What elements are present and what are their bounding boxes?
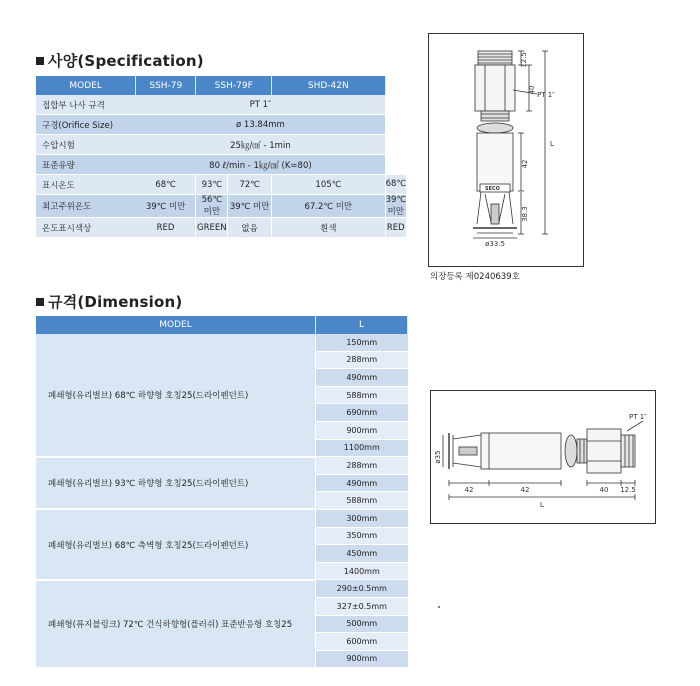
spec-header-shd42n: SHD-42N bbox=[272, 76, 386, 95]
dimension-row bbox=[36, 580, 408, 598]
dim-label: 42 bbox=[520, 486, 530, 494]
spec-value: 56℃ 미만 bbox=[196, 195, 228, 218]
dimension-length: 588mm bbox=[316, 492, 408, 510]
dimension-length: 327±0.5mm bbox=[316, 597, 408, 615]
spec-value: 흰색 bbox=[272, 218, 386, 238]
dimension-model-cell: 폐쇄형(퓨지블링크) 72℃ 건식하향형(플러쉬) 표준반응형 호칭25 bbox=[36, 580, 316, 668]
spec-row-temp bbox=[36, 175, 406, 195]
length-l-label: L bbox=[550, 140, 554, 148]
dimension-length: 350mm bbox=[316, 527, 408, 545]
bullet-square-icon bbox=[36, 298, 44, 306]
spec-label: 구경(Orifice Size) bbox=[36, 115, 136, 135]
dimension-length: 690mm bbox=[316, 404, 408, 422]
spec-value: 없음 bbox=[228, 218, 272, 238]
dia-label: ø33.5 bbox=[485, 240, 505, 248]
spec-header-ssh79f: SSH-79F bbox=[196, 76, 272, 95]
spec-header-row bbox=[36, 76, 406, 95]
spec-label: 수압시험 bbox=[36, 135, 136, 155]
spec-value: 25㎏/㎠ - 1min bbox=[136, 135, 385, 155]
dimension-model-cell: 폐쇄형(유리벌브) 93℃ 하향형 호칭25(드라이펜던트) bbox=[36, 457, 316, 510]
spec-value: 39℃ 미만 bbox=[136, 195, 196, 218]
dimension-row bbox=[36, 457, 408, 475]
spec-value: 72℃ bbox=[228, 175, 272, 195]
dimension-header-row bbox=[36, 316, 408, 334]
spec-value: 67.2℃ 미만 bbox=[272, 195, 386, 218]
design-registration-caption: 의장등록 제0240639호 bbox=[430, 272, 520, 282]
spec-value: 105℃ bbox=[272, 175, 386, 195]
spec-row-color bbox=[36, 218, 406, 238]
horizontal-sprinkler-svg bbox=[431, 391, 655, 523]
spec-value: 80 ℓ/min - 1㎏/㎠ (K=80) bbox=[136, 155, 385, 175]
dim-label: 38.3 bbox=[521, 206, 529, 222]
horizontal-sprinkler-drawing bbox=[430, 390, 656, 524]
spec-value: 39℃ 미만 bbox=[228, 195, 272, 218]
dimension-length: 600mm bbox=[316, 633, 408, 651]
dim-label: 40 bbox=[599, 486, 609, 494]
dimension-title-text: 규격(Dimension) bbox=[48, 293, 183, 311]
spec-label: 온도표시색상 bbox=[36, 218, 136, 238]
dimension-length: 450mm bbox=[316, 545, 408, 563]
spec-value: GREEN bbox=[196, 218, 228, 238]
dim-label: 12.5 bbox=[620, 486, 636, 494]
spec-value: 93℃ bbox=[196, 175, 228, 195]
dimension-length: 288mm bbox=[316, 457, 408, 475]
spec-label: 표시온도 bbox=[36, 175, 136, 195]
bullet-square-icon bbox=[36, 57, 44, 65]
dimension-section-title bbox=[36, 291, 182, 312]
spec-value: 68℃ bbox=[136, 175, 196, 195]
vertical-sprinkler-svg bbox=[429, 34, 583, 266]
spec-label: 표준유량 bbox=[36, 155, 136, 175]
spec-section-title bbox=[36, 50, 204, 71]
dimension-length: 1400mm bbox=[316, 562, 408, 580]
spec-value: PT 1″ bbox=[136, 95, 385, 115]
dimension-length: 290±0.5mm bbox=[316, 580, 408, 598]
brand-label: SECO bbox=[485, 186, 500, 192]
dimension-model-cell: 폐쇄형(유리벌브) 68℃ 측벽형 호칭25(드라이펜던트) bbox=[36, 509, 316, 579]
dim-label: 42 bbox=[464, 486, 474, 494]
spec-value: 39℃ 미만 bbox=[385, 195, 406, 217]
spec-value: 68℃ bbox=[385, 175, 406, 195]
spec-value: ø 13.84mm bbox=[136, 115, 385, 135]
vertical-sprinkler-drawing bbox=[428, 33, 584, 267]
spec-header-model: MODEL bbox=[36, 76, 136, 95]
spec-title-text: 사양(Specification) bbox=[48, 52, 204, 70]
spec-header-ssh79: SSH-79 bbox=[136, 76, 196, 95]
spec-label: 최고주위온도 bbox=[36, 195, 136, 218]
dimension-row bbox=[36, 509, 408, 527]
dimension-length: 300mm bbox=[316, 509, 408, 527]
dimension-table bbox=[36, 316, 408, 669]
stray-dot bbox=[438, 606, 440, 608]
spec-table bbox=[36, 76, 406, 238]
spec-row-thread bbox=[36, 95, 406, 115]
dimension-row bbox=[36, 334, 408, 351]
dim-label: 40 bbox=[528, 85, 536, 95]
pt-label: PT 1″ bbox=[629, 413, 647, 421]
dimension-length: 1100mm bbox=[316, 439, 408, 457]
dimension-header-model: MODEL bbox=[36, 316, 316, 334]
spec-row-orifice bbox=[36, 115, 406, 135]
dimension-length: 900mm bbox=[316, 650, 408, 668]
spec-label: 접합부 나사 규격 bbox=[36, 95, 136, 115]
dimension-length: 588mm bbox=[316, 386, 408, 404]
pt-label: PT 1″ bbox=[537, 91, 555, 99]
dia-label: ø35 bbox=[434, 450, 442, 464]
dimension-length: 500mm bbox=[316, 615, 408, 633]
dimension-length: 490mm bbox=[316, 474, 408, 492]
dimension-length: 490mm bbox=[316, 369, 408, 387]
length-l-label: L bbox=[540, 501, 544, 509]
dimension-length: 288mm bbox=[316, 351, 408, 369]
dimension-length: 900mm bbox=[316, 421, 408, 439]
dim-label: 42 bbox=[521, 159, 529, 169]
dim-label: 12.5 bbox=[520, 52, 528, 68]
dimension-header-l: L bbox=[316, 316, 408, 334]
spec-value: RED bbox=[385, 218, 406, 238]
spec-value: RED bbox=[136, 218, 196, 238]
spec-row-pressure bbox=[36, 135, 406, 155]
spec-row-max-ambient bbox=[36, 195, 406, 218]
dimension-model-cell: 폐쇄형(유리벌브) 68℃ 하향형 호칭25(드라이펜던트) bbox=[36, 334, 316, 457]
dimension-length: 150mm bbox=[316, 334, 408, 351]
spec-row-flow bbox=[36, 155, 406, 175]
